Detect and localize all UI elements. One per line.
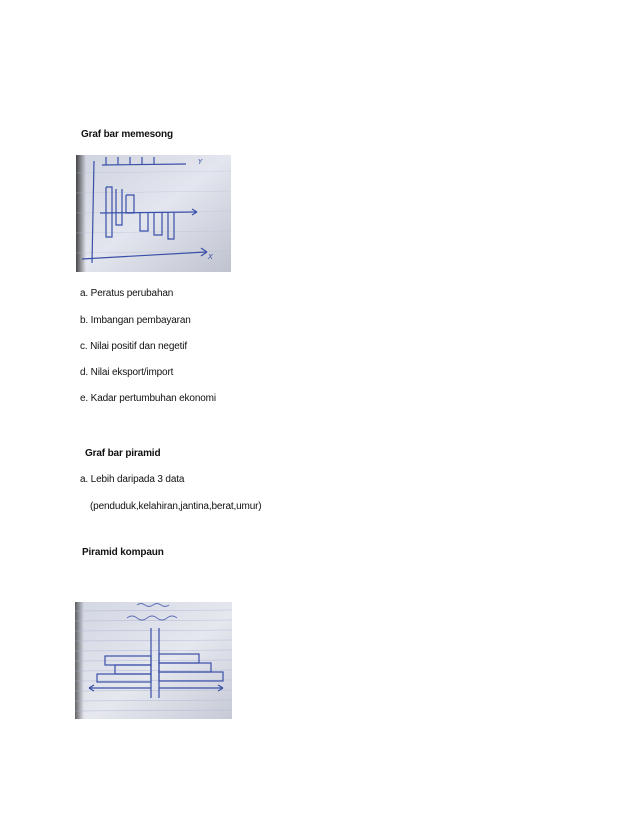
heading-piramid-kompaun: Piramid kompaun — [82, 547, 164, 558]
list-item-b: b. Imbangan pembayaran — [80, 315, 191, 326]
list-item-detail: (penduduk,kelahiran,jantina,berat,umur) — [90, 501, 262, 512]
list-item-d: d. Nilai eksport/import — [80, 367, 174, 378]
photo-diverging-bar-sketch — [76, 155, 231, 272]
svg-text:X: X — [208, 253, 213, 261]
heading-graf-bar-memesong: Graf bar memesong — [81, 129, 173, 140]
list-item-a: a. Peratus perubahan — [80, 288, 174, 299]
list-item-a: a. Lebih daripada 3 data — [80, 474, 185, 485]
list-item-c: c. Nilai positif dan negetif — [80, 341, 187, 352]
list-item-e: e. Kadar pertumbuhan ekonomi — [80, 393, 216, 404]
heading-graf-bar-piramid: Graf bar piramid — [85, 448, 161, 459]
svg-text:Y: Y — [198, 158, 203, 166]
photo-compound-pyramid-sketch — [75, 602, 232, 719]
